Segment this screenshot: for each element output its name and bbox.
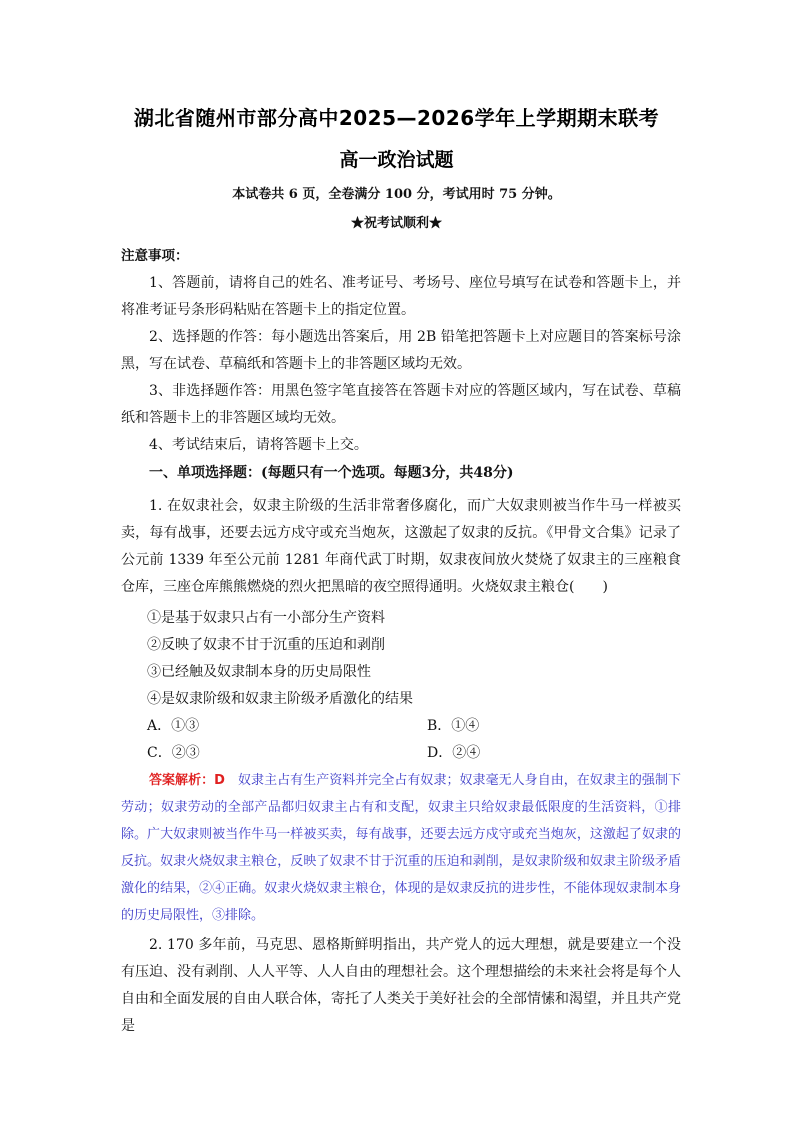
note-item: 2、选择题的作答：每小题选出答案后，用 2B 铅笔把答题卡上对应题目的答案标号涂黑，写在试卷、草稿纸和答题卡上的非答题区域均无效。 xyxy=(121,329,681,372)
question-2-stem xyxy=(121,932,681,1040)
statement-item: ②反映了奴隶不甘于沉重的压迫和剥削 xyxy=(147,637,385,653)
answer-explanation: 奴隶主占有生产资料并完全占有奴隶；奴隶毫无人身自由，在奴隶主的强制下劳动；奴隶劳动的全部产品都归奴隶主占有和支配，奴隶主只给奴隶最低限度的生活资料，①排除。广大奴隶则被当作牛马一样被买卖，每有战事，还要去远方戍守或充当炮灰，这激起了奴隶的反抗。奴隶火烧奴隶主粮仓，反映了奴隶不甘于沉重的压迫和剥削，是奴隶阶级和奴隶主阶级矛盾激化的结果，②④正确。奴隶火烧奴隶主粮仓，体现的是奴隶反抗的进步性，不能体现奴隶制本身的历史局限性，③排除。 xyxy=(121,773,681,923)
choice-d: D．②④ xyxy=(427,745,481,761)
exam-subtitle: 高一政治试题 xyxy=(339,149,454,171)
choice-b: B．①④ xyxy=(427,718,480,734)
choice-row xyxy=(121,713,681,740)
question-1-choices xyxy=(121,713,681,767)
question-stem: 1. 在奴隶社会，奴隶主阶级的生活非常奢侈腐化，而广大奴隶则被当作牛马一样被买卖，每有战事，还要去远方戍守或充当炮灰，这激起了奴隶的反抗。《甲骨文合集》记录了公元前 1339 年至公元前 1281 年商代武丁时期，奴隶夜间放火焚烧了奴隶主的三座粮食仓库，三座仓库熊熊燃烧的烈火把黑暗的夜空照得通明。火烧奴隶主粮仓( ) xyxy=(121,498,681,595)
question-stem: 2. 170 多年前，马克思、恩格斯鲜明指出，共产党人的远大理想，就是要建立一个没有压迫、没有剥削、人人平等、人人自由的理想社会。这个理想描绘的未来社会将是每个人自由和全面发展的自由人联合体，寄托了人类关于美好社会的全部情愫和渴望，并且共产党是 xyxy=(121,937,681,1034)
answer-label: 答案解析：D xyxy=(149,773,225,788)
notes-title: 注意事项： xyxy=(121,248,189,264)
question-1-stem xyxy=(121,493,681,601)
note-item: 4、考试结束后，请将答题卡上交。 xyxy=(149,437,368,453)
question-1-answer xyxy=(121,767,681,929)
choice-c: C．②③ xyxy=(147,745,200,761)
answer-paragraph xyxy=(121,767,681,929)
statement-item: ③已经触及奴隶制本身的历史局限性 xyxy=(147,664,371,680)
question-1-statements xyxy=(121,605,681,713)
notes-list xyxy=(121,270,681,459)
section-heading: 一、单项选择题：(每题只有一个选项。每题3分，共48分) xyxy=(149,465,514,481)
choice-row xyxy=(121,740,681,767)
statement-item: ①是基于奴隶只占有一小部分生产资料 xyxy=(147,610,385,626)
note-item: 1、答题前，请将自己的姓名、准考证号、考场号、座位号填写在试卷和答题卡上，并将准考证号条形码粘贴在答题卡上的指定位置。 xyxy=(121,275,681,318)
exam-wish: ★祝考试顺利★ xyxy=(350,216,442,231)
choice-a: A．①③ xyxy=(147,718,200,734)
exam-info: 本试卷共 6 页，全卷满分 100 分，考试用时 75 分钟。 xyxy=(232,187,561,202)
note-item: 3、非选择题作答：用黑色签字笔直接答在答题卡对应的答题区域内，写在试卷、草稿纸和答题卡上的非答题区域均无效。 xyxy=(121,383,681,426)
statement-item: ④是奴隶阶级和奴隶主阶级矛盾激化的结果 xyxy=(147,691,413,707)
exam-title: 湖北省随州市部分高中2025—2026学年上学期期末联考 xyxy=(133,106,660,130)
